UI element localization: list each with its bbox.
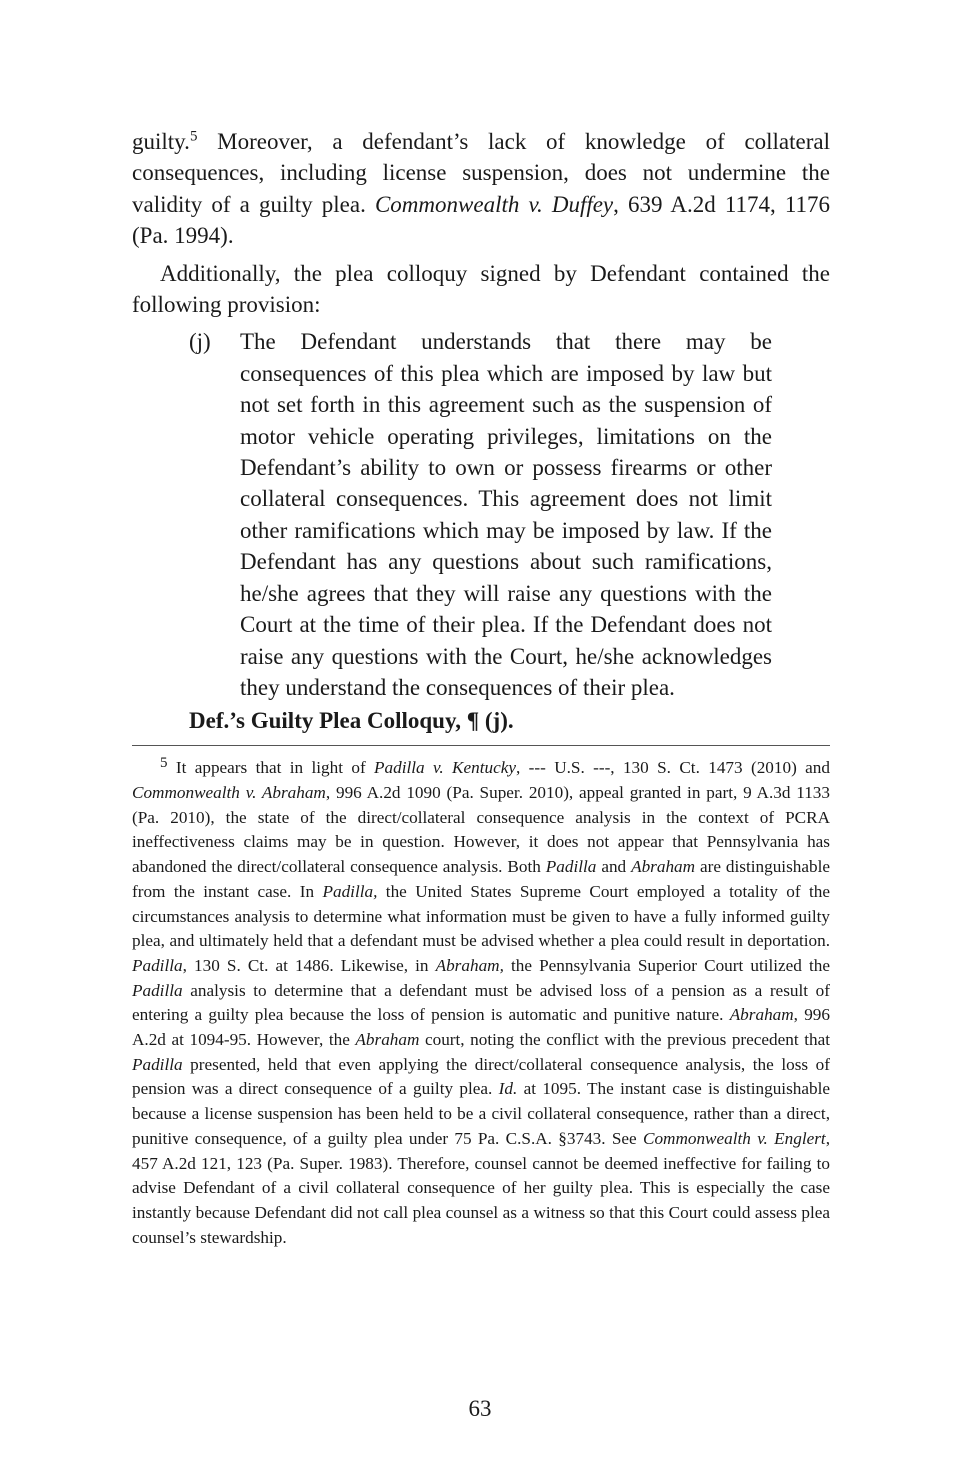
footnote-marker: 5 (160, 754, 168, 771)
footnote-text: and (596, 857, 632, 877)
case-name: Padilla (132, 980, 183, 1000)
case-name: Commonwealth v. Englert (642, 1128, 826, 1148)
case-name: Commonwealth v. Duffey (374, 191, 614, 217)
case-name: Padilla (132, 955, 183, 975)
footnote-5 (132, 756, 830, 1250)
case-name: Padilla (132, 1054, 183, 1074)
paragraph-text: , 639 A.2d 1174, 1176 (Pa. 1994). (132, 191, 830, 249)
footnote-text: at 1095. The instant case is distinguishable because a license suspension has been held to be a civil collateral consequence, rather than a direct, punitive consequence, of a guilty plea under 75 Pa. C.S.A. §3743. See (132, 1079, 830, 1148)
case-name: Abraham (355, 1030, 420, 1050)
footnote-text: presented, held that even applying the direct/collateral consequence analysis, the loss of pension was a direct consequence of a guilty plea. (132, 1054, 830, 1099)
paragraph-text: Moreover, a defendant’s lack of knowledge of collateral consequences, including license suspension, does not undermine the validity of a guilty plea. (132, 129, 830, 217)
footnote-text: , 130 S. Ct. at 1486. Likewise, in (182, 955, 436, 975)
footnote-text: It appears that in light of (167, 758, 375, 778)
footnote-text: court, noting the conflict with the previous precedent that (419, 1030, 830, 1050)
case-name: Abraham (631, 857, 696, 877)
paragraph-colloquy: Additionally, the plea colloquy signed by Defendant contained the following provision: (132, 260, 830, 318)
case-name: Id. (498, 1079, 518, 1099)
case-name: Abraham, (435, 955, 504, 975)
footnote-text: , --- U.S. ---, 130 S. Ct. 1473 (2010) and (515, 758, 830, 778)
paragraph-text: guilty. (132, 129, 190, 154)
footnote-text: , 996 A.2d at 1094-95. However, the (132, 1005, 830, 1050)
footnote-text: the Pennsylvania Superior Court utilized the (503, 955, 830, 975)
page-number: 63 (468, 1396, 492, 1421)
footnote-divider (132, 745, 830, 746)
footnote-text: the United States Supreme Court employed a totality of the circumstances analysis to determine what information must be given to have a fully informed guilty plea, and ultimately held that a defendant must be advised whether a plea could result in deportation. (132, 881, 830, 951)
case-name: Padilla, (322, 881, 378, 901)
case-name: Padilla v. Kentucky (374, 758, 516, 778)
footnote-text: are distinguishable from the instant case. In (132, 857, 830, 901)
provision-text: The Defendant understands that there may be consequences of this plea which are imposed by law but not set forth in this agreement such as the suspension of motor vehicle operating privileges, limitations on the Defendant’s ability to own or possess firearms or other collateral consequences. This agreement does not limit other ramifications which may be imposed by law. If the Defendant has any questions about such ramifications, he/she agrees that they will raise any questions with the Court at the time of their plea. If the Defendant does not raise any questions with the Court, he/she acknowledges they understand the consequences of their plea. (240, 329, 772, 700)
footnote-reference[interactable]: 5 (189, 128, 198, 145)
provision-label: (j) (189, 329, 211, 355)
case-name: Commonwealth v. Abraham (132, 783, 326, 803)
case-name: Abraham (729, 1005, 794, 1025)
paragraph-duffey (132, 126, 830, 252)
page-content (132, 126, 830, 1250)
provision-block (189, 326, 772, 703)
footnote-text: , 996 A.2d 1090 (Pa. Super. 2010), appeal granted in part, 9 A.3d 1133 (Pa. 2010), the state of the direct/collateral consequence analysis in the context of PCRA ineffectiveness claims may be in question. However, it does not appear that Pennsylvania has abandoned the direct/collateral consequence analysis. Both (132, 783, 830, 877)
footnote-text: , 457 A.2d 121, 123 (Pa. Super. 1983). Therefore, counsel cannot be deemed ineffective for failing to advise Defendant of a civil collateral consequence of her guilty plea. This is especially the case instantly because Defendant did not call plea counsel as a witness so that this Court could assess plea counsel’s stewardship. (132, 1128, 830, 1247)
case-name: Padilla (545, 857, 597, 877)
footnote-text: analysis to determine that a defendant must be advised loss of a pension as a result of entering a guilty plea because the loss of pension is automatic and punitive nature. (132, 980, 830, 1025)
colloquy-citation: Def.’s Guilty Plea Colloquy, ¶ (j). (189, 708, 514, 734)
